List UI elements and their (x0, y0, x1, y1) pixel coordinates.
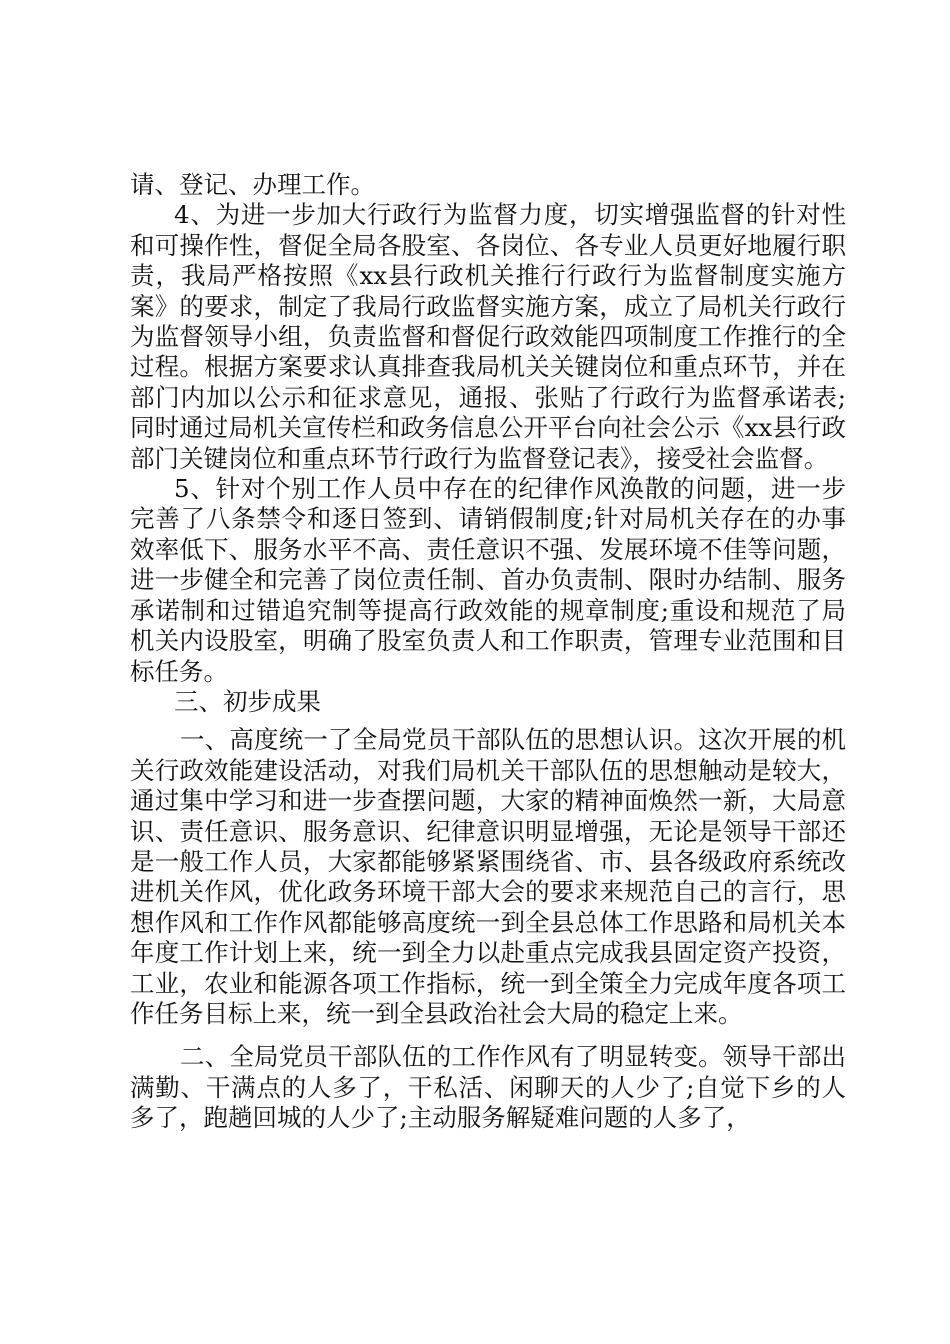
paragraph-result-2: 二、全局党员干部队伍的工作作风有了明显转变。领导干部出满勤、干满点的人多了，干私活、闲聊天的人少了;自觉下乡的人多了，跑趟回城的人少了;主动服务解疑难问题的人多了， (130, 1042, 846, 1133)
paragraph-result-1: 一、高度统一了全局党员干部队伍的思想认识。这次开展的机关行政效能建设活动，对我们局机关干部队伍的思想触动是较大，通过集中学习和进一步查摆问题，大家的精神面焕然一新，大局意识、责任意识、服务意识、纪律意识明显增强，无论是领导干部还是一般工作人员，大家都能够紧紧围绕省、市、县各级政府系统改进机关作风，优化政务环境干部大会的要求来规范自己的言行，思想作风和工作作风都能够高度统一到全县总体工作思路和局机关本年度工作计划上来，统一到全力以赴重点完成我县固定资产投资，工业，农业和能源各项工作指标，统一到全策全力完成年度各项工作任务目标上来，统一到全县政治社会大局的稳定上来。 (130, 725, 846, 1028)
paragraph-item-5: 5、针对个别工作人员中存在的纪律作风涣散的问题，进一步完善了八条禁令和逐日签到、请销假制度;针对局机关存在的办事效率低下、服务水平不高、责任意识不强、发展环境不佳等问题，进一步健全和完善了岗位责任制、首办负责制、限时办结制、服务承诺制和过错追究制等提高行政效能的规章制度;重设和规范了局机关内设股室，明确了股室负责人和工作职责，管理专业范围和目标任务。 (130, 474, 846, 686)
document-body (130, 170, 846, 1134)
paragraph-continuation: 请、登记、办理工作。 (130, 170, 375, 199)
section-heading: 三、初步成果 (174, 686, 321, 716)
paragraph-item-4: 4、为进一步加大行政行为监督力度，切实增强监督的针对性和可操作性，督促全局各股室、各岗位、各专业人员更好地履行职责，我局严格按照《xx县行政机关推行行政行为监督制度实施方案》的要求，制定了我局行政监督实施方案，成立了局机关行政行为监督领导小组，负责监督和督促行政效能四项制度工作推行的全过程。根据方案要求认真排查我局机关关键岗位和重点环节，并在部门内加以公示和征求意见，通报、张贴了行政行为监督承诺表;同时通过局机关宣传栏和政务信息公开平台向社会公示《xx县行政部门关键岗位和重点环节行政行为监督登记表》，接受社会监督。 (130, 200, 846, 473)
